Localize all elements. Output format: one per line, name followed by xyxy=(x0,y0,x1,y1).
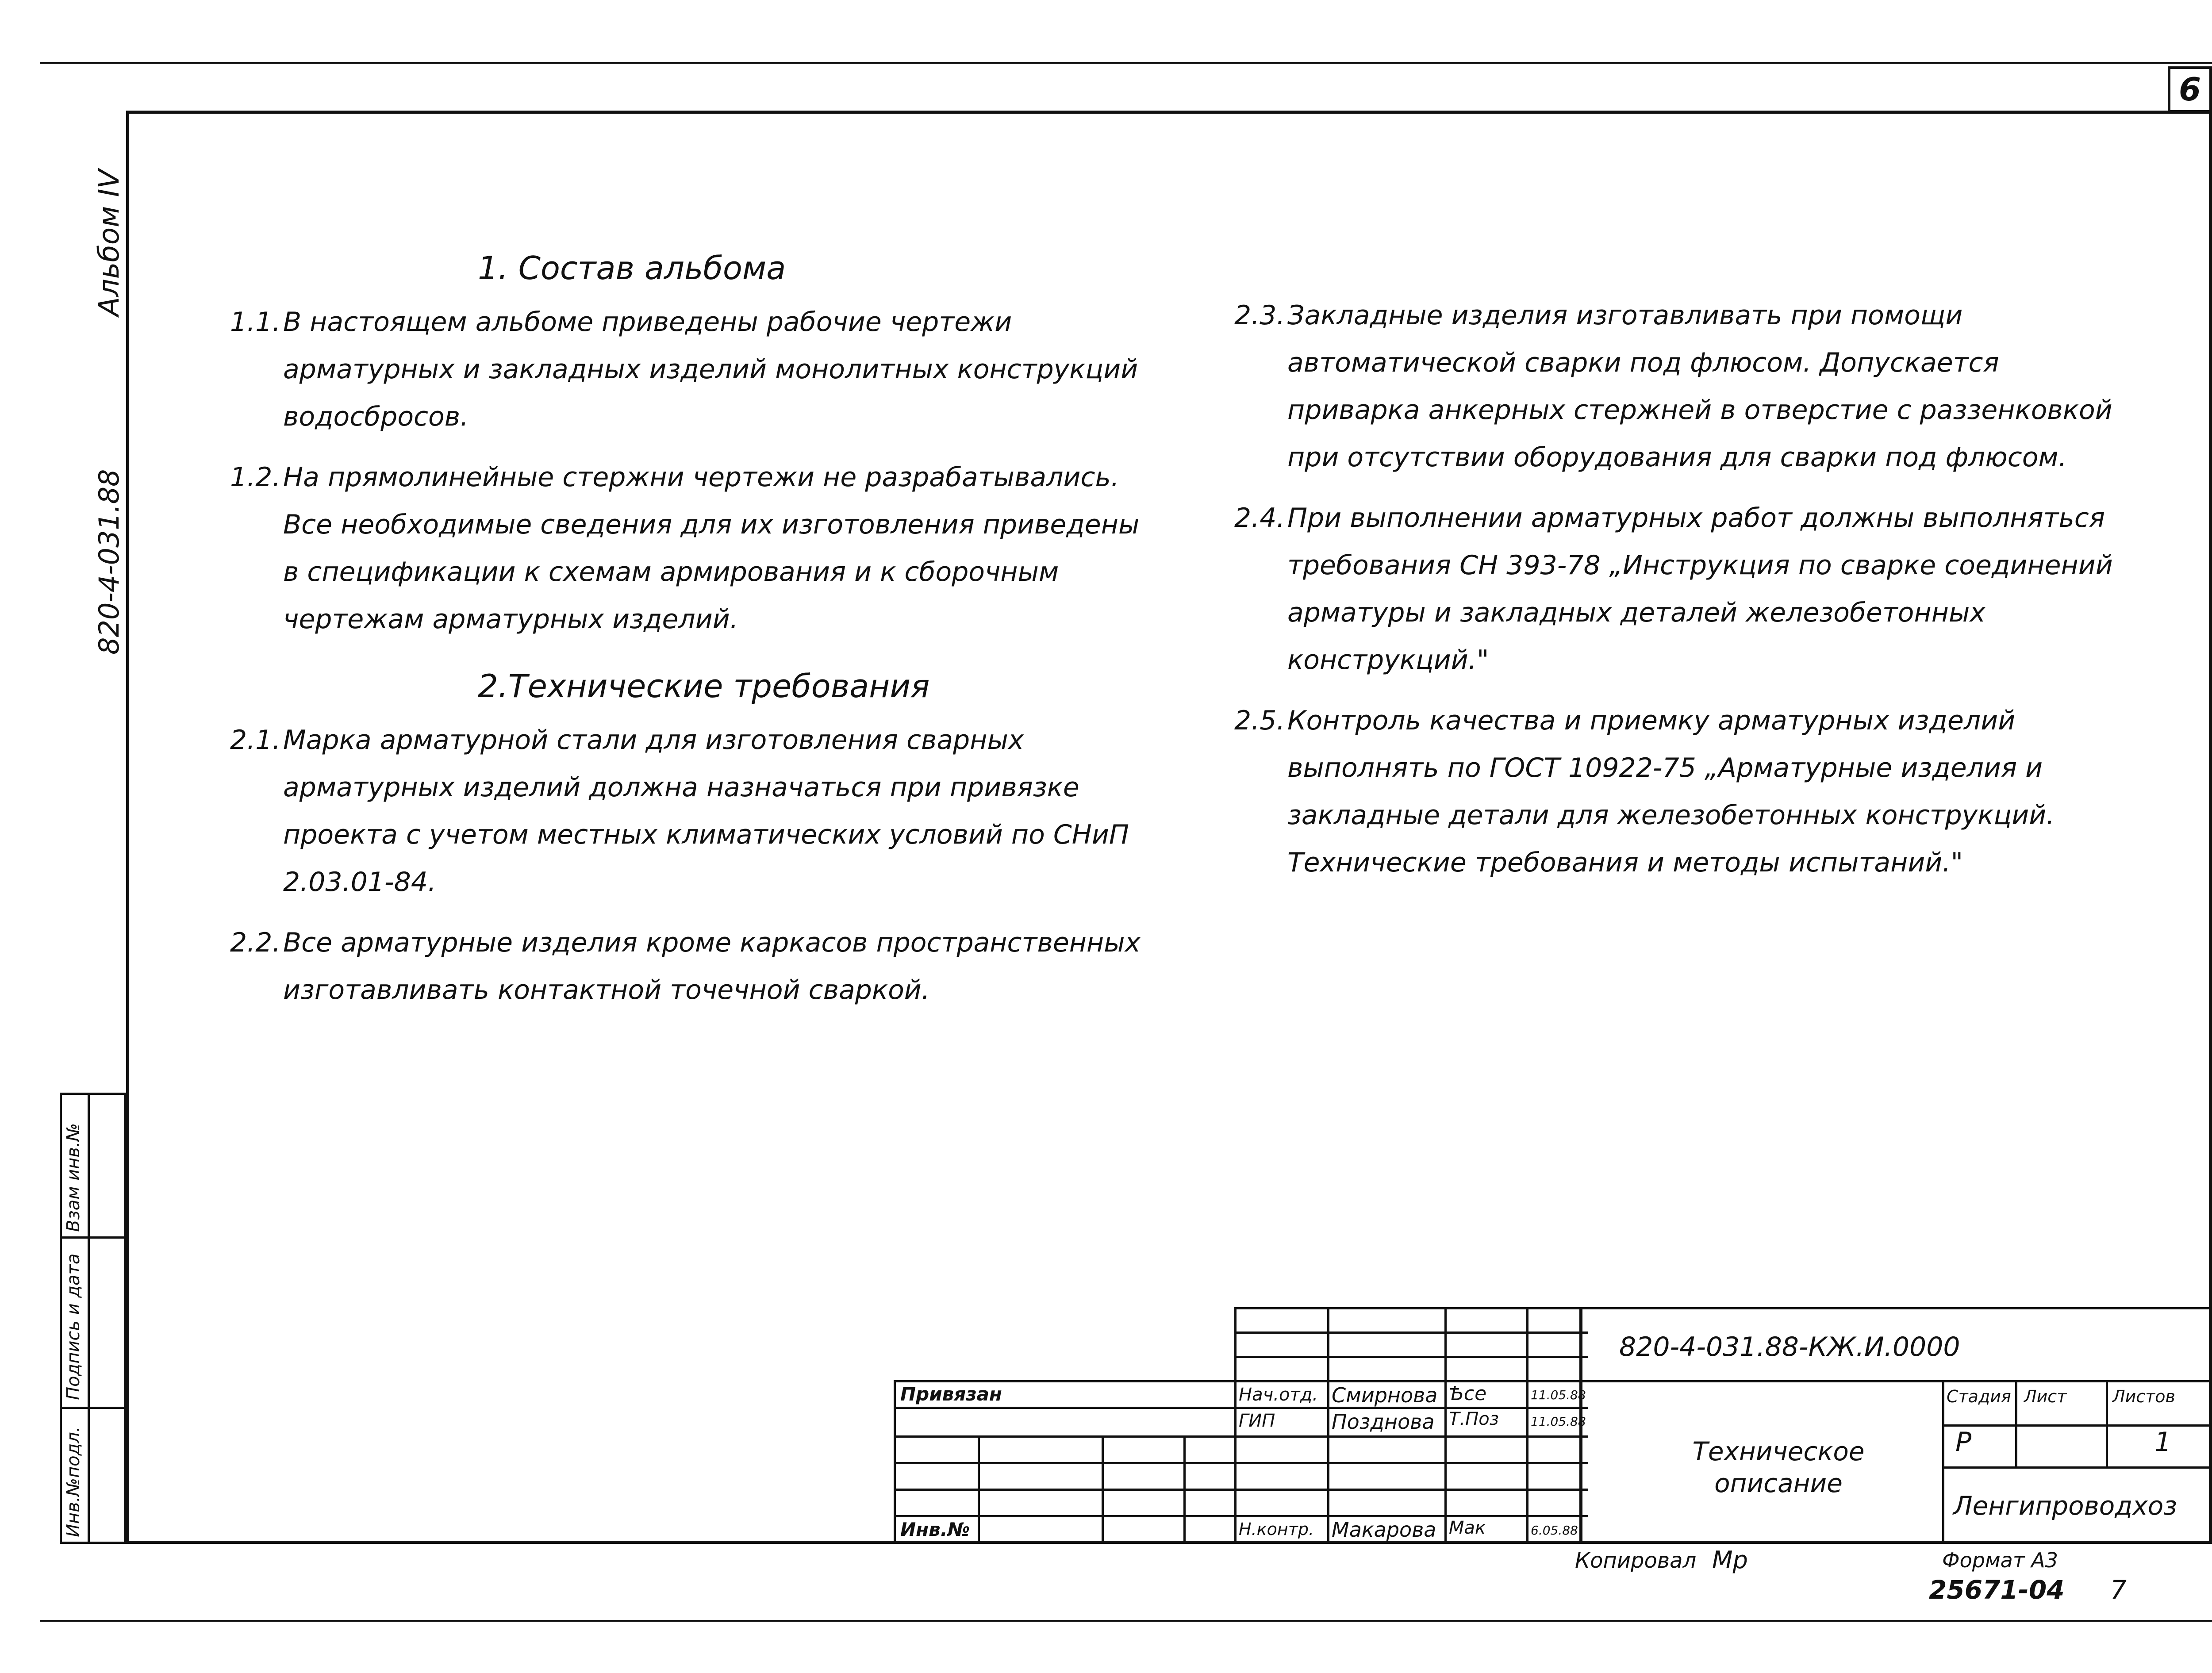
signer-role-1: Нач.отд. xyxy=(1239,1385,1318,1405)
signer-name-1: Смирнова xyxy=(1332,1383,1438,1407)
copied-signature: Мр xyxy=(1712,1546,1748,1574)
footer-mark: 7 xyxy=(2110,1575,2127,1605)
paragraph-1-2-number: 1.2. xyxy=(230,462,281,493)
paragraph-2-4-number: 2.4. xyxy=(1234,503,1285,533)
section-1-title: 1. Состав альбома xyxy=(478,249,786,287)
paragraph-2-5-text: Контроль качества и приемку арматурных изделий выполнять по ГОСТ 10922-75 „Арматурные изделия и закладные детали для железобетонных конструкций. Технические требования и методы испытаний." xyxy=(1287,705,2055,878)
right-column-text xyxy=(1234,292,2137,886)
stage-value: Р xyxy=(1955,1427,1972,1458)
signer-sign-1: Ѣсе xyxy=(1449,1382,1487,1405)
privyazan-label: Привязан xyxy=(900,1383,1002,1405)
album-code: 820-4-031.88 xyxy=(93,469,125,655)
bottom-rule xyxy=(40,1620,2212,1622)
paragraph-2-2-text: Все арматурные изделия кроме каркасов пространственных изготавливать контактной точечной сваркой. xyxy=(283,927,1141,1005)
paragraph-2-3 xyxy=(1234,292,2137,481)
sheet-label: Лист xyxy=(2024,1387,2067,1406)
document-designation: 820-4-031.88-КЖ.И.0000 xyxy=(1619,1331,1960,1362)
copied-label: Копировал xyxy=(1575,1548,1697,1573)
margin-stamp-table xyxy=(60,1093,126,1544)
signer-date-3: 6.05.88 xyxy=(1531,1523,1578,1538)
format-label: Формат А3 xyxy=(1942,1548,2058,1572)
paragraph-2-5-number: 2.5. xyxy=(1234,705,1285,736)
sheet-number-box xyxy=(2168,66,2212,113)
left-column-text xyxy=(230,299,1141,643)
title-block xyxy=(894,1307,2212,1544)
signer-date-1: 11.05.88 xyxy=(1531,1388,1586,1402)
signer-role-2: ГИП xyxy=(1239,1411,1275,1431)
paragraph-2-3-number: 2.3. xyxy=(1234,300,1285,331)
order-number: 25671-04 xyxy=(1929,1575,2065,1605)
top-rule xyxy=(40,62,2212,64)
organization: Ленгипроводхоз xyxy=(1953,1491,2177,1521)
paragraph-1-1-text: В настоящем альбоме приведены рабочие чертежи арматурных и закладных изделий монолитных конструкций водосбросов. xyxy=(283,307,1138,432)
paragraph-1-2 xyxy=(230,454,1141,643)
paragraph-2-4 xyxy=(1234,495,2137,684)
paragraph-2-1-text: Марка арматурной стали для изготовления сварных арматурных изделий должна назначаться при привязке проекта с учетом местных климатических условий по СНиП 2.03.01-84. xyxy=(283,725,1129,898)
signer-role-3: Н.контр. xyxy=(1239,1520,1314,1539)
signer-sign-2: Т.Поз xyxy=(1449,1409,1499,1429)
paragraph-1-1-number: 1.1. xyxy=(230,307,281,338)
document-title xyxy=(1663,1435,1893,1499)
section-2-title: 2.Технические требования xyxy=(478,668,930,705)
paragraph-1-2-text: На прямолинейные стержни чертежи не разрабатывались. Все необходимые сведения для их изготовления приведены в спецификации к схемам армирования и к сборочным чертежам арматурных изделий. xyxy=(283,462,1140,635)
inv-podl-label: Инв.№подл. xyxy=(63,1426,84,1537)
paragraph-2-4-text: При выполнении арматурных работ должны выполняться требования СН 393-78 „Инструкция по сварке соединений арматуры и закладных деталей железобетонных конструкций." xyxy=(1287,503,2113,675)
signer-sign-3: Мак xyxy=(1449,1518,1486,1538)
paragraph-1-1 xyxy=(230,299,1141,441)
paragraph-2-1 xyxy=(230,717,1141,906)
stage-label: Стадия xyxy=(1947,1387,2011,1406)
document-title-text: Техническое описание xyxy=(1692,1436,1865,1498)
paragraph-2-2 xyxy=(230,919,1141,1014)
sheets-label: Листов xyxy=(2112,1387,2175,1406)
paragraph-2-2-number: 2.2. xyxy=(230,927,281,958)
signer-name-3: Макарова xyxy=(1332,1518,1436,1542)
paragraph-2-3-text: Закладные изделия изготавливать при помощи автоматической сварки под флюсом. Допускается приварка анкерных стержней в отверстие с раззенковкой при отсутствии оборудования для сварки под флюсом. xyxy=(1287,300,2112,473)
paragraph-2-1-number: 2.1. xyxy=(230,725,281,756)
signer-date-2: 11.05.88 xyxy=(1531,1414,1586,1429)
inv-no-label: Инв.№ xyxy=(900,1519,970,1540)
sheet-number: 6 xyxy=(2178,71,2201,108)
sheets-value: 1 xyxy=(2154,1427,2172,1458)
vzam-inv-label: Взам инв.№ xyxy=(63,1123,84,1232)
left-column-text-2 xyxy=(230,717,1141,1014)
signer-name-2: Позднова xyxy=(1332,1410,1435,1434)
paragraph-2-5 xyxy=(1234,697,2137,886)
album-label: Альбом IV xyxy=(93,169,126,316)
podpis-data-label: Подпись и дата xyxy=(63,1253,84,1400)
